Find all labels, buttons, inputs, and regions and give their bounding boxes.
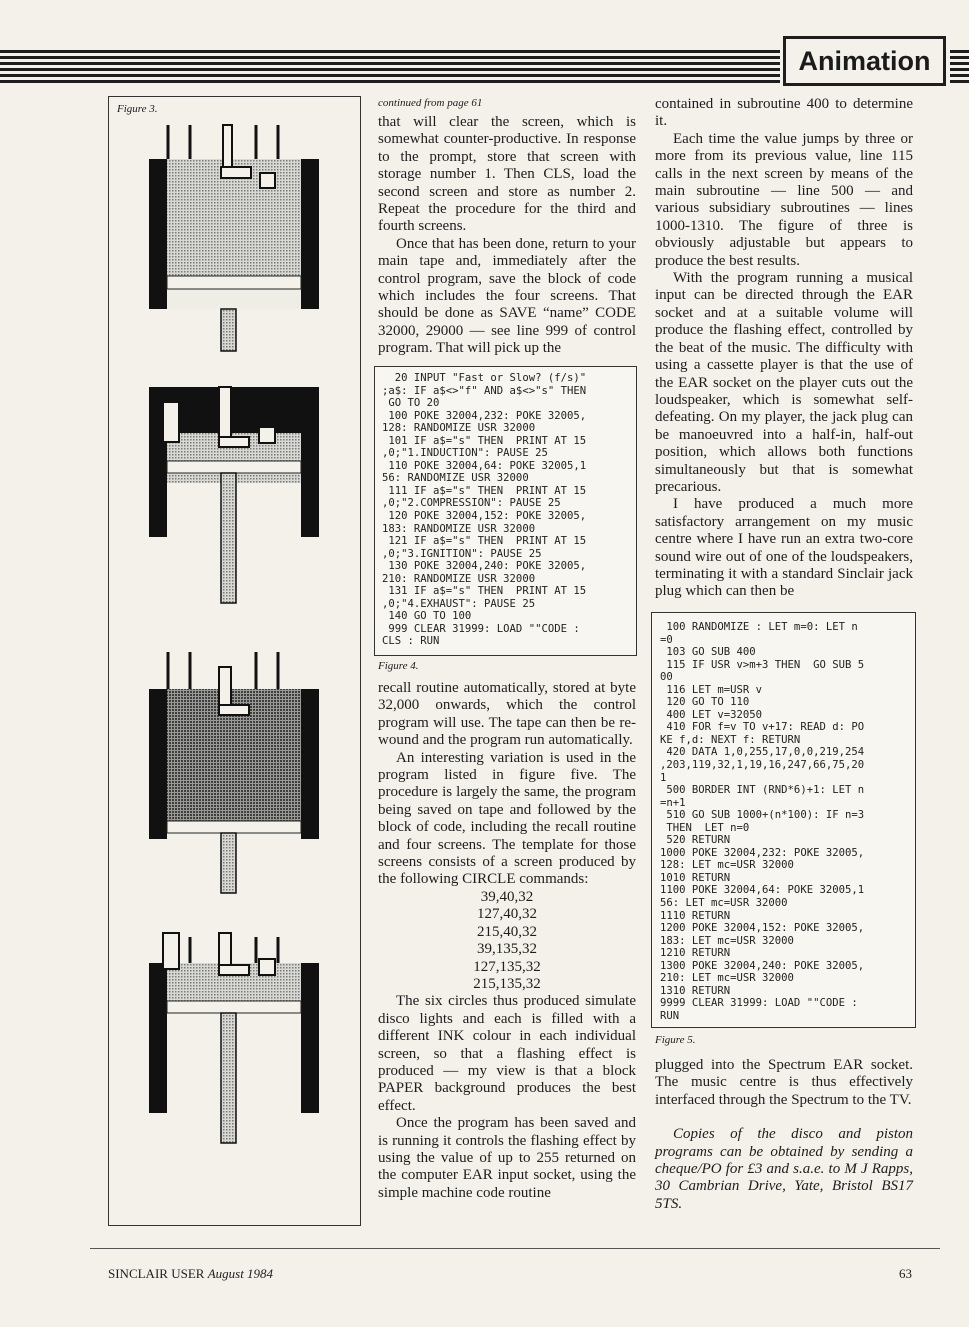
issue-date: August 1984 bbox=[207, 1266, 274, 1281]
paragraph: An interesting variation is used in the program listed in figure five. The procedure is largely the same, the program being saved on tape and followed by the block of code, including the recall routine and four screens. The template for those screens consists of a screen produced by the following CIRCLE commands: bbox=[378, 749, 636, 888]
circle-command: 127,40,32 bbox=[477, 906, 537, 923]
paragraph: that will clear the screen, which is somewhat counter-productive. In response to the prompt, store that screen with storage number 1. Then CLS, load the second screen and store as number 2. Repeat the procedure for the third and fourth screens. bbox=[378, 114, 636, 235]
figure-5-listing bbox=[651, 612, 916, 1028]
piston-stage-3 bbox=[149, 652, 319, 893]
code-listing: 20 INPUT "Fast or Slow? (f/s)" ;a$: IF a$<>"f" AND a$<>"s" THEN GO TO 20 100 POKE 32004,232: POKE 32005, 128: RANDOMIZE USR 32000 101 IF a$="s" THEN PRINT AT 15 ,0;"1.INDUCTION": PAUSE 25 110 POKE 32004,64: POKE 32005,1 56: RANDOMIZE USR 32000 111 IF a$="s" THEN PRINT AT 15 ,0;"2.COMPRESSION": PAUSE 25 120 POKE 32004,152: POKE 32005, 183: RANDOMIZE USR 32000 121 IF a$="s" THEN PRINT AT 15 ,0;"3.IGNITION": PAUSE 25 130 POKE 32004,240: POKE 32005, 210: RANDOMIZE USR 32000 131 IF a$="s" THEN PRINT AT 15 ,0;"4.EXHAUST": PAUSE 25 140 GO TO 100 999 CLEAR 31999: LOAD ""CODE : CLS : RUN bbox=[382, 372, 587, 648]
right-column-top bbox=[655, 96, 913, 601]
ordering-note: Copies of the disco and piston programs can be obtained by sending a cheque/PO for £3 and s.a.e. to M J Rapps, 30 Cambrian Drive, Yate, Bristol BS17 5TS. bbox=[655, 1126, 913, 1212]
circle-command: 127,135,32 bbox=[473, 958, 541, 975]
circle-command: 39,135,32 bbox=[477, 941, 537, 958]
figure-3-caption: Figure 3. bbox=[117, 103, 158, 115]
piston-stage-1 bbox=[149, 125, 319, 351]
circle-command: 215,40,32 bbox=[477, 923, 537, 940]
paragraph: Once the program has been saved and is running it controls the flashing effect by using the value of up to 255 returned on the computer EAR input socket, using the simple machine code routine bbox=[378, 1115, 636, 1201]
piston-stage-2 bbox=[149, 387, 319, 603]
paragraph: Each time the value jumps by three or more from its previous value, line 115 calls in the next screen by means of the main subroutine — line 500 — and various subsidiary subroutines — lines 1000-1310. The figure of three is obviously adjustable but appears to produce the best results. bbox=[655, 130, 913, 269]
piston-stage-4 bbox=[149, 933, 319, 1143]
figure-4-caption: Figure 4. bbox=[378, 660, 419, 672]
continued-note: continued from page 61 bbox=[378, 97, 483, 109]
paragraph: I have produced a much more satisfactory arrangement on my music centre where I have run an extra two-core sound wire out of one of the loudspeakers, terminating it with a standard Sinclair jack plug which can then be bbox=[655, 496, 913, 600]
page-number: 63 bbox=[899, 1266, 912, 1281]
header-stripes bbox=[0, 50, 780, 84]
paragraph: contained in subroutine 400 to determine it. bbox=[655, 96, 913, 130]
middle-column-bottom bbox=[378, 680, 636, 1202]
right-column-bottom bbox=[655, 1057, 913, 1213]
circle-command: 215,135,32 bbox=[473, 975, 541, 992]
paragraph: Once that has been done, return to your main tape and, immediately after the control program, save the block of code which includes the four screens. That should be done as SAVE “name” CODE 32000, 29000 — see line 999 of control program. That will pick up the bbox=[378, 235, 636, 357]
middle-column-top bbox=[378, 114, 636, 358]
header-stripes-right bbox=[950, 50, 969, 84]
paragraph: recall routine automatically, stored at byte 32,000 onwards, which the control program will use. The tape can then be re-wound and the program run automatically. bbox=[378, 680, 636, 749]
figure-5-caption: Figure 5. bbox=[655, 1034, 696, 1046]
code-listing: 100 RANDOMIZE : LET m=0: LET n =0 103 GO SUB 400 115 IF USR v>m+3 THEN GO SUB 5 00 116 LET m=USR v 120 GO TO 110 400 LET v=32050 410 FOR f=v TO v+17: READ d: PO KE f,d: NEXT f: RETURN 420 DATA 1,0,255,17,0,0,219,254 ,203,119,32,1,19,16,247,66,75,20 1 500 BORDER INT (RND*6)+1: LET n =n+1 510 GO SUB 1000+(n*100): IF n=3 THEN LET n=0 520 RETURN 1000 POKE 32004,232: POKE 32005, 128: LET mc=USR 32000 1010 RETURN 1100 POKE 32004,64: POKE 32005,1 56: LET mc=USR 32000 1110 RETURN 1200 POKE 32004,152: POKE 32005, 183: LET mc=USR 32000 1210 RETURN 1300 POKE 32004,240: POKE 32005, 210: LET mc=USR 32000 1310 RETURN 9999 CLEAR 31999: LOAD ""CODE : RUN bbox=[660, 621, 865, 1022]
paragraph: With the program running a musical input can be directed through the EAR socket and at a suitable volume will produce the flashing effect, controlled by the beat of the music. The difficulty with using a cassette player is that the use of the EAR socket on the player cuts out the loudspeaker, which is somewhat self-defeating. On my player, the jack plug can be manoeuvred into a half-in, half-out position, which allows both functions simultaneously but that is somewhat precarious. bbox=[655, 270, 913, 495]
footer-credit bbox=[108, 1266, 273, 1282]
magazine-name: SINCLAIR USER bbox=[108, 1266, 205, 1281]
piston-diagrams bbox=[109, 97, 359, 1223]
paragraph: The six circles thus produced simulate disco lights and each is filled with a different INK colour in each individual screen, so that a flashing effect is produced — my view is that a block PAPER background produces the best effect. bbox=[378, 993, 636, 1114]
circle-command: 39,40,32 bbox=[480, 888, 534, 905]
circle-commands bbox=[378, 889, 636, 993]
footer-rule bbox=[90, 1248, 940, 1249]
section-title: Animation bbox=[783, 36, 946, 86]
figure-4-listing bbox=[374, 366, 637, 656]
figure-3 bbox=[108, 96, 361, 1226]
paragraph: plugged into the Spectrum EAR socket. The music centre is thus effectively interfaced through the Spectrum to the TV. bbox=[655, 1057, 913, 1108]
